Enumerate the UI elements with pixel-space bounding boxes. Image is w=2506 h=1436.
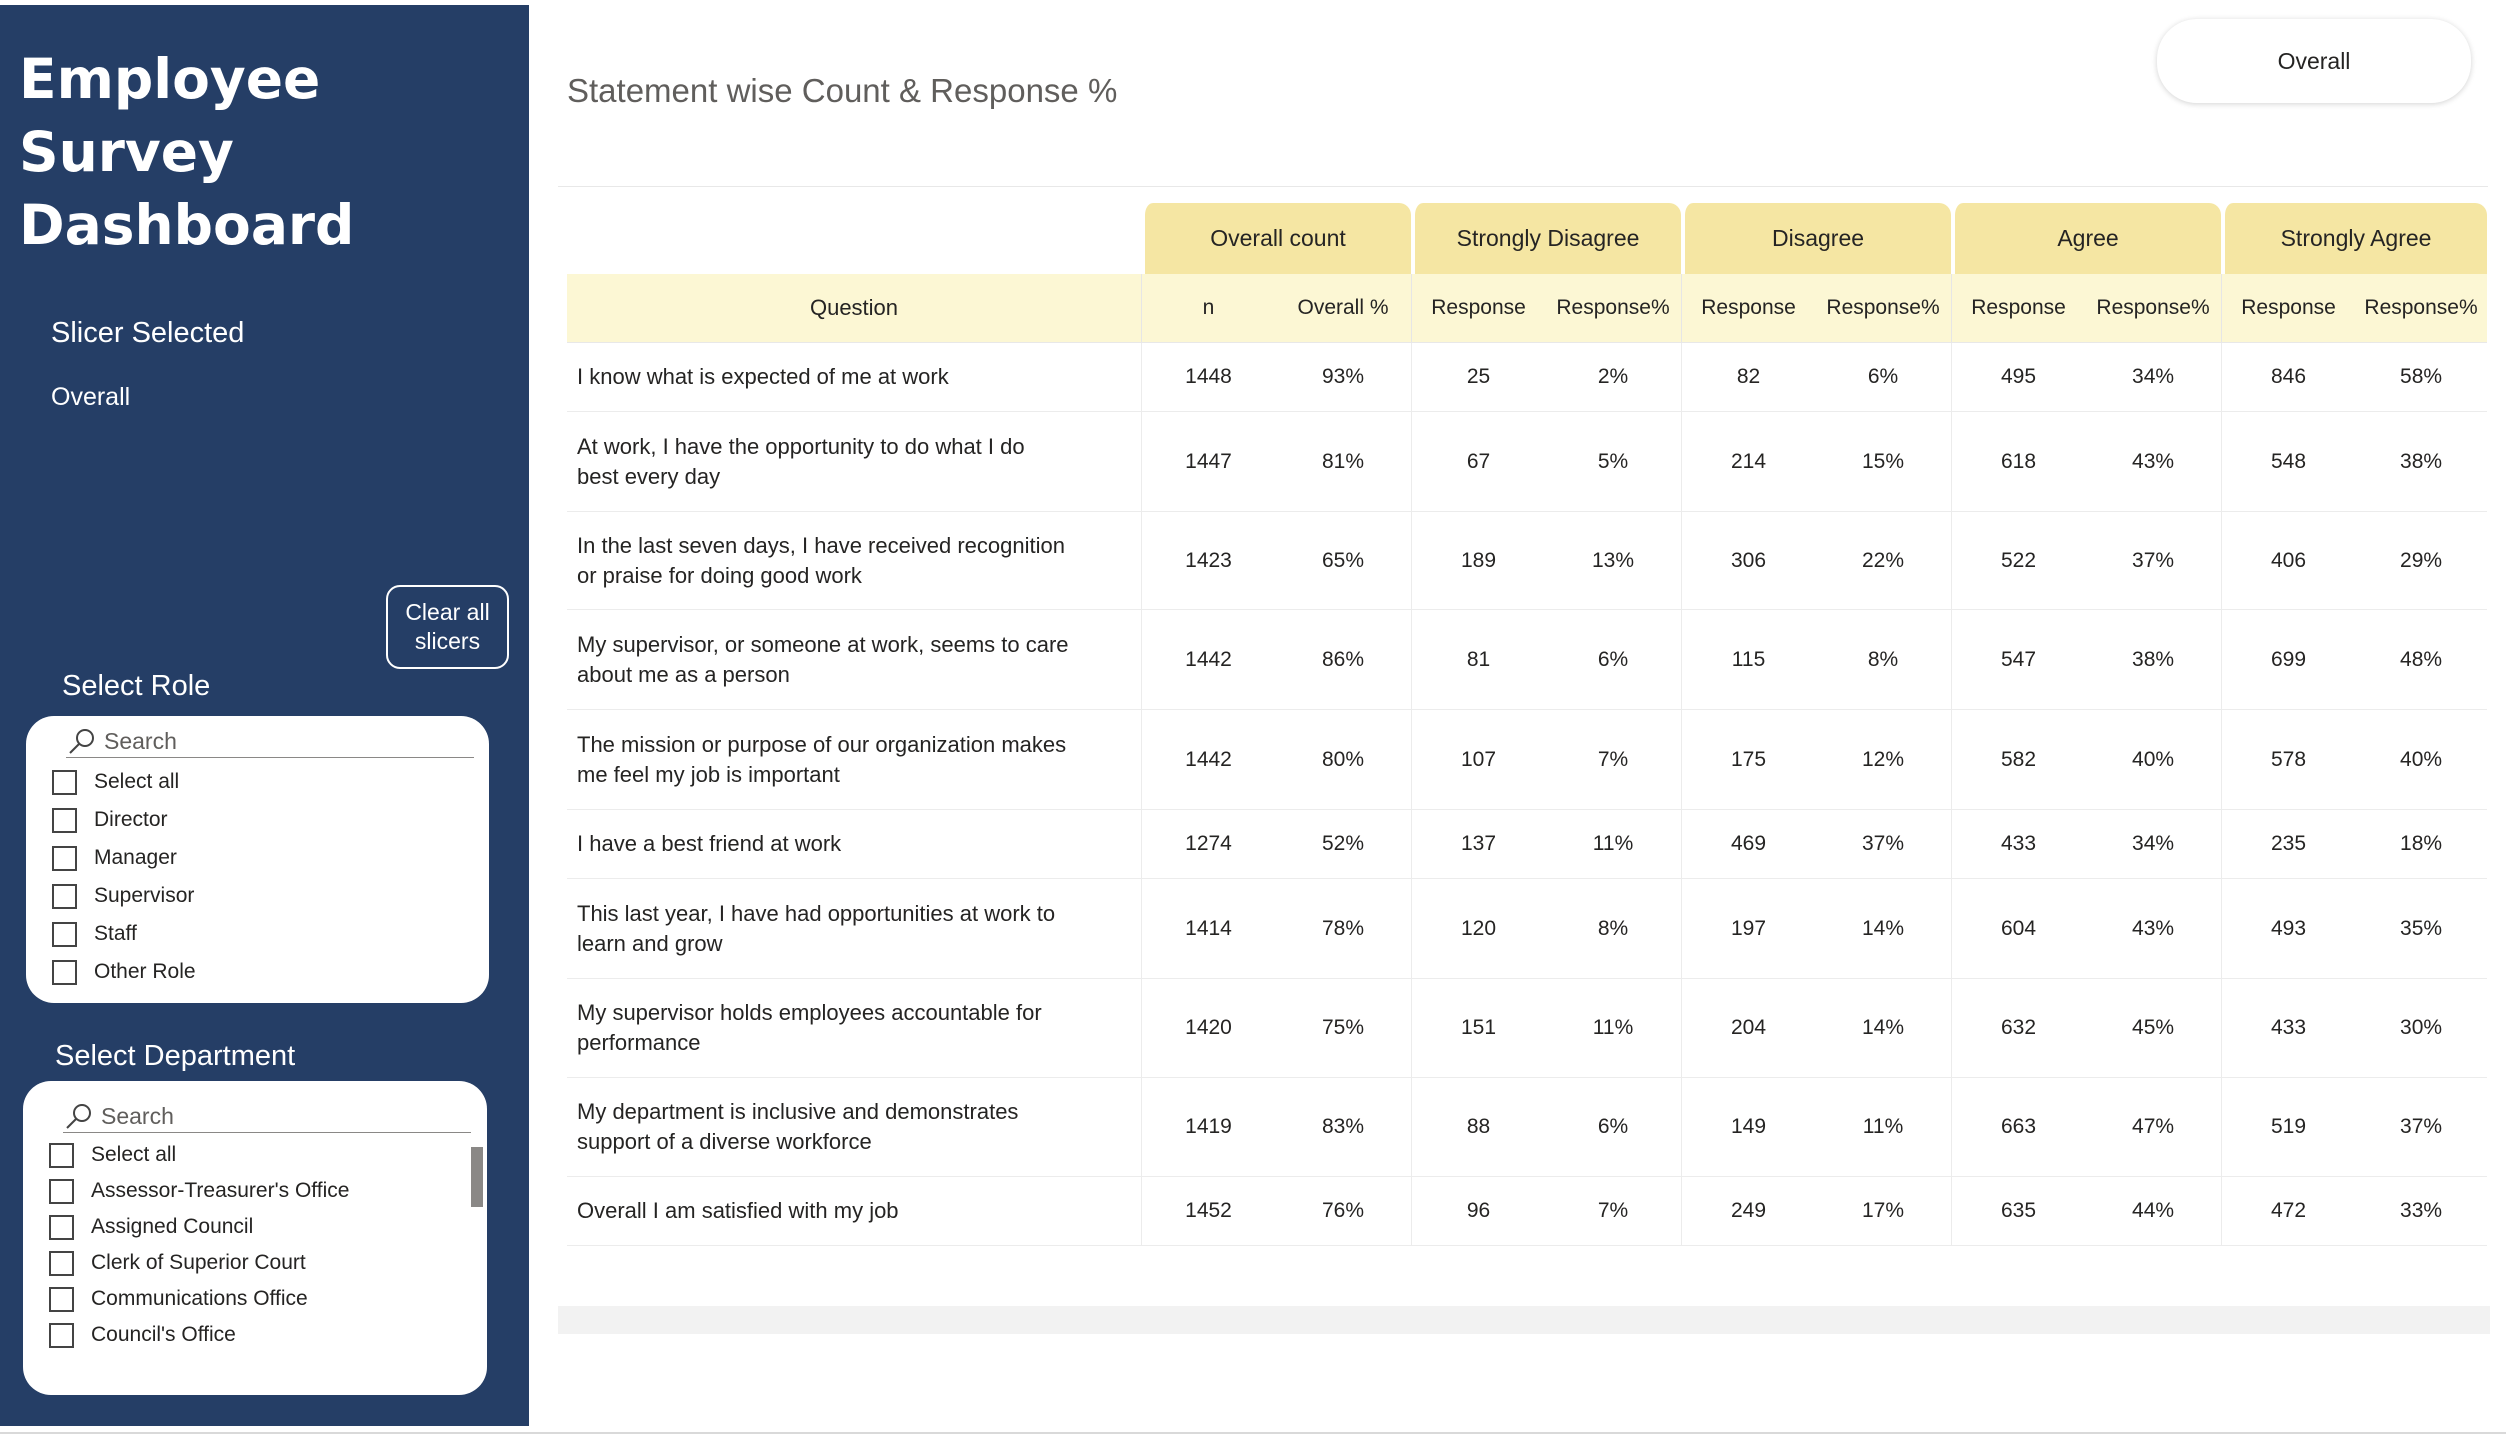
- divider: [558, 186, 2488, 187]
- value-cell: 86%: [1275, 610, 1411, 710]
- question-cell: I have a best friend at work: [567, 810, 1141, 879]
- question-cell: In the last seven days, I have received recognition or praise for doing good work: [567, 512, 1141, 610]
- app-title: Employee Survey Dashboard: [19, 47, 355, 257]
- question-cell: My supervisor holds employees accountable for performance: [567, 979, 1141, 1078]
- overall-button[interactable]: Overall: [2157, 19, 2471, 103]
- value-cell: 76%: [1275, 1177, 1411, 1246]
- question-cell: At work, I have the opportunity to do what I do best every day: [567, 412, 1141, 512]
- slicer-selected-title: Slicer Selected: [51, 317, 245, 349]
- value-cell: 48%: [2355, 610, 2487, 710]
- checkbox-icon[interactable]: [49, 1251, 74, 1276]
- department-item-select-all[interactable]: Select all: [49, 1137, 349, 1173]
- checkbox-icon[interactable]: [49, 1143, 74, 1168]
- value-cell: 846: [2221, 343, 2355, 412]
- value-cell: 175: [1681, 710, 1815, 810]
- value-cell: 214: [1681, 412, 1815, 512]
- table-body: [567, 343, 2487, 1246]
- checkbox-icon[interactable]: [52, 884, 77, 909]
- value-cell: 469: [1681, 810, 1815, 879]
- value-cell: 30%: [2355, 979, 2487, 1078]
- department-search-input[interactable]: [101, 1103, 461, 1130]
- value-cell: 75%: [1275, 979, 1411, 1078]
- column-header-overall-pct[interactable]: Overall %: [1275, 274, 1411, 343]
- bottom-border: [0, 1432, 2506, 1434]
- role-search[interactable]: [66, 726, 474, 758]
- checkbox-icon[interactable]: [49, 1215, 74, 1240]
- value-cell: 11%: [1545, 810, 1681, 879]
- checkbox-icon[interactable]: [52, 846, 77, 871]
- column-header-a-response-pct[interactable]: Response%: [2085, 274, 2221, 343]
- value-cell: 80%: [1275, 710, 1411, 810]
- checkbox-icon[interactable]: [52, 770, 77, 795]
- value-cell: 25: [1411, 343, 1545, 412]
- value-cell: 433: [1951, 810, 2085, 879]
- table-row[interactable]: [567, 979, 2487, 1078]
- role-item-other-role[interactable]: Other Role: [52, 953, 196, 991]
- table-row[interactable]: [567, 610, 2487, 710]
- clear-all-slicers-button[interactable]: Clear all slicers: [386, 585, 509, 669]
- group-header-strongly-disagree[interactable]: Strongly Disagree: [1411, 203, 1681, 274]
- value-cell: 7%: [1545, 710, 1681, 810]
- value-cell: 204: [1681, 979, 1815, 1078]
- column-header-d-response[interactable]: Response: [1681, 274, 1815, 343]
- value-cell: 235: [2221, 810, 2355, 879]
- department-item-clerk-superior-court[interactable]: Clerk of Superior Court: [49, 1245, 349, 1281]
- value-cell: 22%: [1815, 512, 1951, 610]
- department-search[interactable]: [63, 1101, 471, 1133]
- role-search-input[interactable]: [104, 728, 464, 755]
- value-cell: 1452: [1141, 1177, 1275, 1246]
- group-header-strongly-agree[interactable]: Strongly Agree: [2221, 203, 2487, 274]
- value-cell: 40%: [2085, 710, 2221, 810]
- value-cell: 47%: [2085, 1078, 2221, 1177]
- value-cell: 493: [2221, 879, 2355, 979]
- horizontal-scrollbar[interactable]: [558, 1306, 2490, 1334]
- checkbox-icon[interactable]: [49, 1287, 74, 1312]
- value-cell: 149: [1681, 1078, 1815, 1177]
- checkbox-icon[interactable]: [52, 922, 77, 947]
- value-cell: 547: [1951, 610, 2085, 710]
- value-cell: 44%: [2085, 1177, 2221, 1246]
- value-cell: 35%: [2355, 879, 2487, 979]
- value-cell: 67: [1411, 412, 1545, 512]
- checkbox-icon[interactable]: [52, 808, 77, 833]
- value-cell: 93%: [1275, 343, 1411, 412]
- role-item-select-all[interactable]: Select all: [52, 763, 196, 801]
- department-slicer: [23, 1081, 487, 1395]
- question-cell: This last year, I have had opportunities at work to learn and grow: [567, 879, 1141, 979]
- department-scrollbar[interactable]: [471, 1147, 483, 1207]
- value-cell: 306: [1681, 512, 1815, 610]
- department-item-councils-office[interactable]: Council's Office: [49, 1317, 349, 1353]
- value-cell: 107: [1411, 710, 1545, 810]
- value-cell: 11%: [1815, 1078, 1951, 1177]
- table-row[interactable]: [567, 879, 2487, 979]
- value-cell: 495: [1951, 343, 2085, 412]
- department-item-assigned-council[interactable]: Assigned Council: [49, 1209, 349, 1245]
- value-cell: 1442: [1141, 610, 1275, 710]
- value-cell: 548: [2221, 412, 2355, 512]
- checkbox-icon[interactable]: [52, 960, 77, 985]
- value-cell: 1423: [1141, 512, 1275, 610]
- value-cell: 699: [2221, 610, 2355, 710]
- value-cell: 34%: [2085, 810, 2221, 879]
- column-header-sa-response[interactable]: Response: [2221, 274, 2355, 343]
- value-cell: 406: [2221, 512, 2355, 610]
- checkbox-icon[interactable]: [49, 1323, 74, 1348]
- value-cell: 1447: [1141, 412, 1275, 512]
- value-cell: 81%: [1275, 412, 1411, 512]
- value-cell: 8%: [1545, 879, 1681, 979]
- value-cell: 81: [1411, 610, 1545, 710]
- value-cell: 7%: [1545, 1177, 1681, 1246]
- value-cell: 12%: [1815, 710, 1951, 810]
- value-cell: 1442: [1141, 710, 1275, 810]
- value-cell: 82: [1681, 343, 1815, 412]
- role-item-director[interactable]: Director: [52, 801, 196, 839]
- value-cell: 13%: [1545, 512, 1681, 610]
- question-cell: My department is inclusive and demonstrates support of a diverse workforce: [567, 1078, 1141, 1177]
- value-cell: 96: [1411, 1177, 1545, 1246]
- value-cell: 635: [1951, 1177, 2085, 1246]
- value-cell: 38%: [2355, 412, 2487, 512]
- value-cell: 1274: [1141, 810, 1275, 879]
- value-cell: 1419: [1141, 1078, 1275, 1177]
- value-cell: 83%: [1275, 1078, 1411, 1177]
- value-cell: 43%: [2085, 879, 2221, 979]
- value-cell: 45%: [2085, 979, 2221, 1078]
- value-cell: 472: [2221, 1177, 2355, 1246]
- question-cell: I know what is expected of me at work: [567, 343, 1141, 412]
- department-list: [49, 1137, 349, 1353]
- role-item-supervisor[interactable]: Supervisor: [52, 877, 196, 915]
- value-cell: 11%: [1545, 979, 1681, 1078]
- group-header-agree[interactable]: Agree: [1951, 203, 2221, 274]
- value-cell: 249: [1681, 1177, 1815, 1246]
- value-cell: 6%: [1545, 610, 1681, 710]
- value-cell: 15%: [1815, 412, 1951, 512]
- blank-header: [567, 203, 1141, 274]
- page-title: Statement wise Count & Response %: [567, 72, 1118, 109]
- slicer-selected-value: Overall: [51, 383, 131, 411]
- value-cell: 120: [1411, 879, 1545, 979]
- value-cell: 40%: [2355, 710, 2487, 810]
- value-cell: 37%: [2085, 512, 2221, 610]
- question-cell: The mission or purpose of our organization makes me feel my job is important: [567, 710, 1141, 810]
- column-header-sd-response-pct[interactable]: Response%: [1545, 274, 1681, 343]
- search-icon: [66, 727, 96, 757]
- value-cell: 18%: [2355, 810, 2487, 879]
- value-cell: 604: [1951, 879, 2085, 979]
- value-cell: 433: [2221, 979, 2355, 1078]
- role-slicer-title: Select Role: [62, 670, 211, 702]
- value-cell: 52%: [1275, 810, 1411, 879]
- table-row[interactable]: [567, 512, 2487, 610]
- value-cell: 1448: [1141, 343, 1275, 412]
- value-cell: 578: [2221, 710, 2355, 810]
- value-cell: 5%: [1545, 412, 1681, 512]
- value-cell: 618: [1951, 412, 2085, 512]
- value-cell: 6%: [1545, 1078, 1681, 1177]
- value-cell: 65%: [1275, 512, 1411, 610]
- value-cell: 2%: [1545, 343, 1681, 412]
- group-header-disagree[interactable]: Disagree: [1681, 203, 1951, 274]
- value-cell: 43%: [2085, 412, 2221, 512]
- value-cell: 6%: [1815, 343, 1951, 412]
- role-slicer: [26, 716, 489, 1003]
- value-cell: 189: [1411, 512, 1545, 610]
- value-cell: 632: [1951, 979, 2085, 1078]
- value-cell: 115: [1681, 610, 1815, 710]
- value-cell: 197: [1681, 879, 1815, 979]
- column-header-n[interactable]: n: [1141, 274, 1275, 343]
- department-slicer-title: Select Department: [55, 1040, 296, 1072]
- department-item-communications[interactable]: Communications Office: [49, 1281, 349, 1317]
- value-cell: 1414: [1141, 879, 1275, 979]
- value-cell: 519: [2221, 1078, 2355, 1177]
- value-cell: 33%: [2355, 1177, 2487, 1246]
- table-row[interactable]: [567, 810, 2487, 879]
- table-row[interactable]: [567, 1177, 2487, 1246]
- column-header-sd-response[interactable]: Response: [1411, 274, 1545, 343]
- value-cell: 1420: [1141, 979, 1275, 1078]
- value-cell: 38%: [2085, 610, 2221, 710]
- table-row[interactable]: [567, 1078, 2487, 1177]
- value-cell: 34%: [2085, 343, 2221, 412]
- value-cell: 8%: [1815, 610, 1951, 710]
- role-item-staff[interactable]: Staff: [52, 915, 196, 953]
- search-icon: [63, 1102, 93, 1132]
- value-cell: 37%: [2355, 1078, 2487, 1177]
- value-cell: 88: [1411, 1078, 1545, 1177]
- column-header-question[interactable]: Question: [567, 274, 1141, 343]
- value-cell: 137: [1411, 810, 1545, 879]
- column-header-row: [567, 274, 2487, 343]
- department-item-assessor-treasurer[interactable]: Assessor-Treasurer's Office: [49, 1173, 349, 1209]
- value-cell: 17%: [1815, 1177, 1951, 1246]
- statement-matrix-table: [567, 203, 2487, 1246]
- group-header-overall-count[interactable]: Overall count: [1141, 203, 1411, 274]
- value-cell: 78%: [1275, 879, 1411, 979]
- column-header-sa-response-pct[interactable]: Response%: [2355, 274, 2487, 343]
- group-header-row: [567, 203, 2487, 274]
- value-cell: 582: [1951, 710, 2085, 810]
- question-cell: Overall I am satisfied with my job: [567, 1177, 1141, 1246]
- value-cell: 29%: [2355, 512, 2487, 610]
- role-list: [52, 763, 196, 991]
- value-cell: 151: [1411, 979, 1545, 1078]
- question-cell: My supervisor, or someone at work, seems to care about me as a person: [567, 610, 1141, 710]
- role-item-manager[interactable]: Manager: [52, 839, 196, 877]
- value-cell: 522: [1951, 512, 2085, 610]
- column-header-a-response[interactable]: Response: [1951, 274, 2085, 343]
- value-cell: 14%: [1815, 979, 1951, 1078]
- checkbox-icon[interactable]: [49, 1179, 74, 1204]
- value-cell: 663: [1951, 1078, 2085, 1177]
- table-row[interactable]: [567, 710, 2487, 810]
- sidebar: [0, 5, 529, 1426]
- table-row[interactable]: [567, 412, 2487, 512]
- table-row[interactable]: [567, 343, 2487, 412]
- column-header-d-response-pct[interactable]: Response%: [1815, 274, 1951, 343]
- value-cell: 58%: [2355, 343, 2487, 412]
- value-cell: 14%: [1815, 879, 1951, 979]
- value-cell: 37%: [1815, 810, 1951, 879]
